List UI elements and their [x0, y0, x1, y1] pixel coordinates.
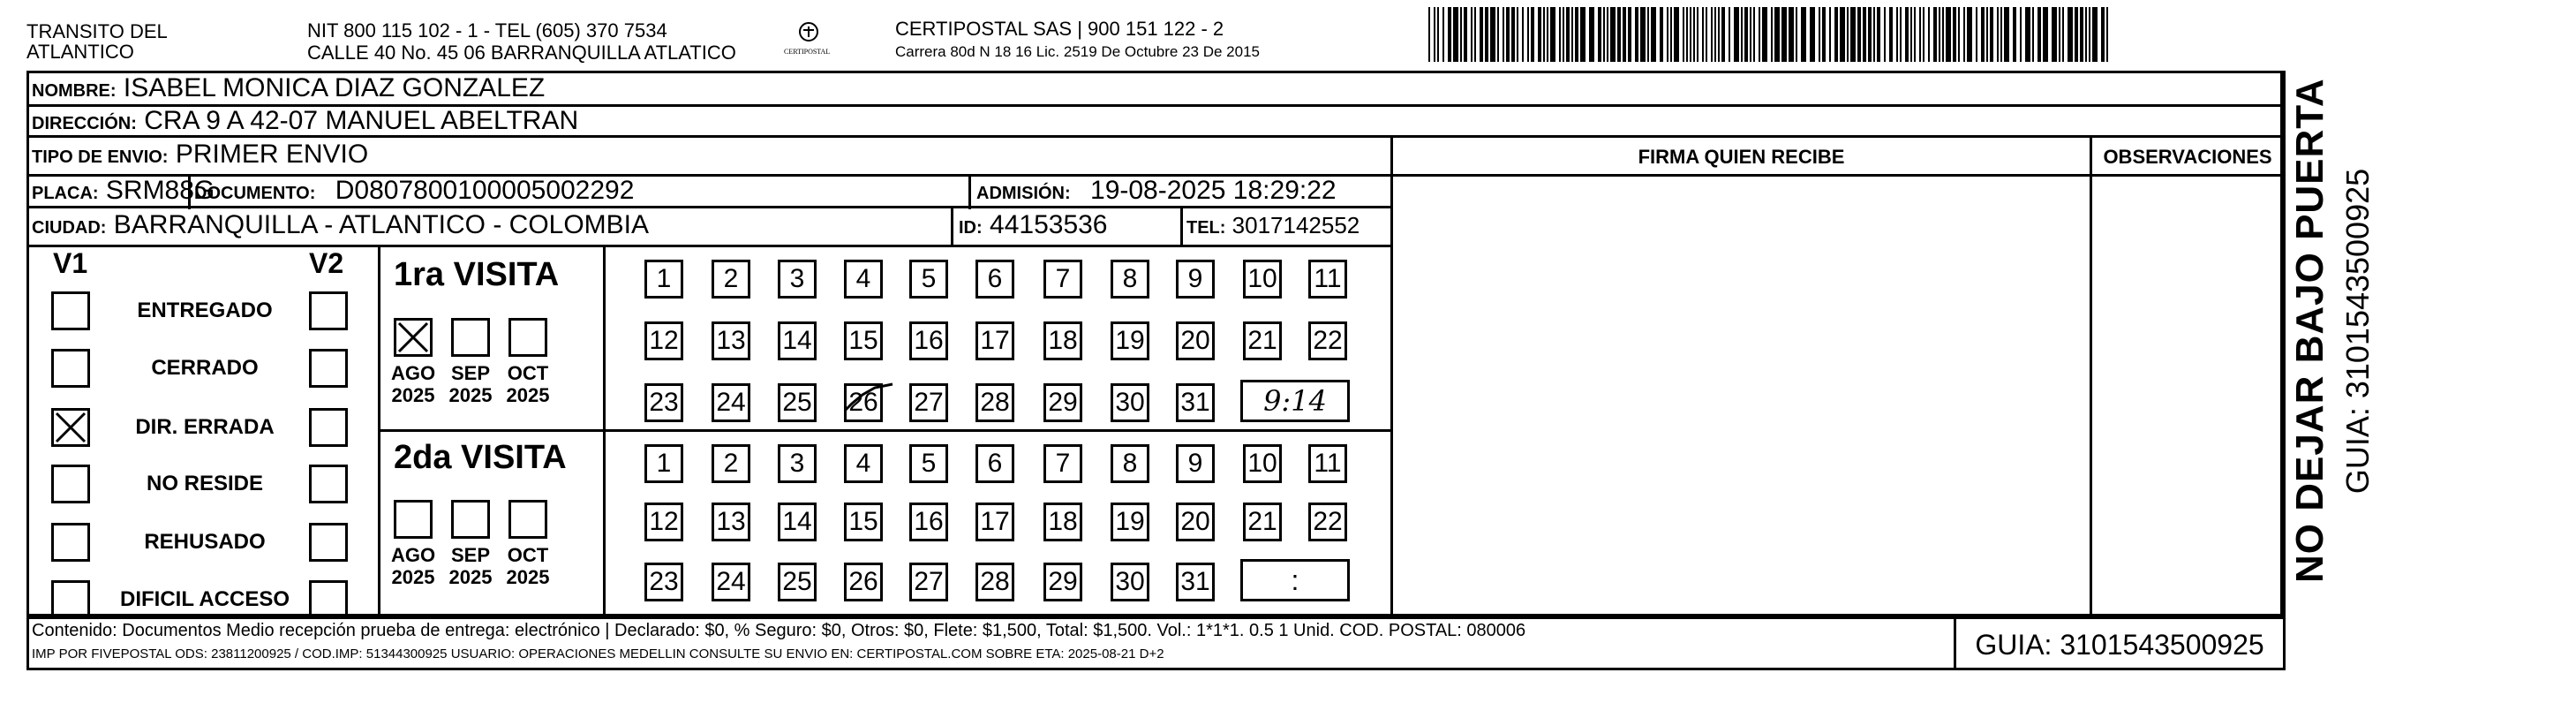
company-name: CERTIPOSTAL SAS | 900 151 122 - 2 [895, 18, 1224, 40]
month-name: AGO [390, 362, 436, 384]
observaciones-header: OBSERVACIONES [2103, 146, 2272, 168]
day-box[interactable]: 13 [712, 503, 750, 541]
day-box[interactable]: 17 [975, 321, 1014, 360]
admision-value: 19-08-2025 18:29:22 [1090, 176, 1337, 205]
status-v1-checkbox[interactable] [51, 291, 90, 330]
month-year: 2025 [506, 384, 550, 407]
day-box[interactable]: 22 [1308, 321, 1347, 360]
day-box[interactable]: 10 [1243, 444, 1282, 483]
month-year: 2025 [448, 384, 493, 407]
status-v1-checkbox[interactable] [51, 349, 90, 388]
ciudad-value: BARRANQUILLA - ATLANTICO - COLOMBIA [113, 210, 650, 239]
day-box[interactable]: 6 [975, 260, 1014, 299]
contenido-text: Contenido: Documentos Medio recepción prueba de entrega: electrónico | Declarado: $0, % Seguro: $0, Otros: $0, Flete: $1,500, Total: $1,500. Vol.: 1*1*1. 0.5 1 Unid. COD. POSTAL: 080006 [32, 621, 1526, 640]
direccion-row [32, 108, 578, 134]
day-box[interactable]: 25 [778, 563, 817, 601]
status-v2-checkbox[interactable] [309, 523, 348, 562]
status-v1-checkbox[interactable] [51, 408, 90, 447]
documento-cell [194, 178, 634, 204]
month-year: 2025 [506, 566, 550, 589]
day-mark-stroke [843, 381, 905, 420]
day-box[interactable]: 1 [644, 260, 683, 299]
month-name: SEP [450, 544, 491, 566]
day-box[interactable]: 28 [975, 563, 1014, 601]
month-checkbox-oct[interactable] [508, 500, 547, 539]
day-box[interactable]: 5 [909, 444, 948, 483]
day-box[interactable]: 21 [1243, 503, 1282, 541]
month-label [501, 544, 554, 589]
day-box[interactable]: 26 [844, 383, 883, 422]
footer-guia: GUIA: 3101543500925 [1975, 629, 2264, 661]
header [0, 0, 2576, 71]
month-year: 2025 [391, 566, 435, 589]
day-box[interactable]: 11 [1308, 260, 1347, 299]
direccion-label: DIRECCIÓN: [32, 114, 137, 133]
status-label: REHUSADO [144, 530, 266, 554]
day-box[interactable]: 9 [1176, 444, 1215, 483]
month-name: AGO [390, 544, 436, 566]
status-v1-checkbox[interactable] [51, 465, 90, 503]
day-box[interactable]: 2 [712, 444, 750, 483]
month-label [444, 362, 497, 407]
firma-header: FIRMA QUIEN RECIBE [1638, 146, 1845, 168]
day-box[interactable]: 21 [1243, 321, 1282, 360]
day-box[interactable]: 16 [909, 321, 948, 360]
org-contact [307, 19, 736, 64]
day-box[interactable]: 18 [1043, 321, 1082, 360]
month-year: 2025 [391, 384, 435, 407]
status-v2-checkbox[interactable] [309, 580, 348, 619]
month-checkbox-ago[interactable] [394, 318, 433, 357]
tipo-row [32, 141, 368, 168]
month-checkbox-ago[interactable] [394, 500, 433, 539]
org-name: TRANSITO DEL ATLANTICO [26, 20, 168, 64]
id-cell [959, 212, 1108, 238]
day-box[interactable]: 30 [1111, 383, 1149, 422]
barcode [1428, 7, 2115, 62]
day-box[interactable]: 10 [1243, 260, 1282, 299]
visit-time-box[interactable]: : [1240, 559, 1350, 601]
v2-header: V2 [309, 247, 344, 279]
placa-cell [32, 178, 215, 204]
ciudad-cell [32, 212, 649, 238]
status-label: ENTREGADO [137, 299, 273, 322]
nombre-label: NOMBRE: [32, 81, 117, 101]
second-visit-title: 2da VISITA [394, 439, 567, 476]
documento-label: DOCUMENTO: [194, 184, 316, 203]
id-value: 44153536 [990, 210, 1108, 239]
day-box[interactable]: 31 [1176, 563, 1215, 601]
day-box[interactable]: 23 [644, 383, 683, 422]
day-box[interactable]: 28 [975, 383, 1014, 422]
day-box[interactable]: 9 [1176, 260, 1215, 299]
day-box[interactable]: 17 [975, 503, 1014, 541]
day-box[interactable]: 2 [712, 260, 750, 299]
day-box[interactable]: 3 [778, 444, 817, 483]
id-label: ID: [959, 218, 983, 238]
day-box[interactable]: 19 [1111, 503, 1149, 541]
day-box[interactable]: 20 [1176, 321, 1215, 360]
day-box[interactable]: 20 [1176, 503, 1215, 541]
day-box[interactable]: 12 [644, 321, 683, 360]
address-text: CALLE 40 No. 45 06 BARRANQUILLA ATLATICO [307, 42, 736, 64]
placa-value: SRM88G [105, 176, 215, 205]
ciudad-label: CIUDAD: [32, 218, 107, 238]
status-v2-checkbox[interactable] [309, 291, 348, 330]
day-box[interactable]: 8 [1111, 260, 1149, 299]
company-address: Carrera 80d N 18 16 Lic. 2519 De Octubre 23 De 2015 [895, 43, 1260, 60]
day-box[interactable]: 12 [644, 503, 683, 541]
status-v2-checkbox[interactable] [309, 465, 348, 503]
status-label: DIR. ERRADA [135, 415, 275, 439]
tel-cell [1186, 214, 1360, 237]
visit-time-box[interactable]: 9:14 [1240, 380, 1350, 422]
month-year: 2025 [448, 566, 493, 589]
status-label: DIFICIL ACCESO [119, 587, 290, 611]
first-visit-title: 1ra VISITA [394, 256, 560, 293]
day-box[interactable]: 14 [778, 321, 817, 360]
admision-cell [976, 178, 1337, 204]
direccion-value: CRA 9 A 42-07 MANUEL ABELTRAN [144, 106, 579, 135]
day-box[interactable]: 8 [1111, 444, 1149, 483]
barcode-stripes [1428, 7, 2115, 62]
day-box[interactable]: 4 [844, 260, 883, 299]
day-box[interactable]: 27 [909, 383, 948, 422]
placa-label: PLACA: [32, 184, 99, 203]
month-label [387, 362, 440, 407]
day-box[interactable]: 24 [712, 383, 750, 422]
status-v1-checkbox[interactable] [51, 523, 90, 562]
day-box[interactable]: 23 [644, 563, 683, 601]
month-name: OCT [507, 544, 549, 566]
v1-header: V1 [53, 247, 88, 279]
day-box[interactable]: 24 [712, 563, 750, 601]
month-checkbox-oct[interactable] [508, 318, 547, 357]
day-box[interactable]: 26 [844, 563, 883, 601]
tipo-label: TIPO DE ENVIO: [32, 147, 169, 167]
day-box[interactable]: 18 [1043, 503, 1082, 541]
status-v1-checkbox[interactable] [51, 580, 90, 619]
day-box[interactable]: 15 [844, 503, 883, 541]
day-box[interactable]: 4 [844, 444, 883, 483]
notice-vertical: NO DEJAR BAJO PUERTA [2288, 78, 2331, 583]
company-info [895, 18, 1260, 61]
imp-text: IMP POR FIVEPOSTAL ODS: 23811200925 / COD.IMP: 51344300925 USUARIO: OPERACIONES MEDELLIN CONSULTE SU ENVIO EN: CERTIPOSTAL.COM SOBRE ETA: 2025-08-21 D+2 [32, 646, 1164, 661]
day-box[interactable]: 22 [1308, 503, 1347, 541]
tipo-value: PRIMER ENVIO [175, 140, 369, 169]
tel-label: TEL: [1186, 218, 1226, 238]
day-box[interactable]: 5 [909, 260, 948, 299]
day-box[interactable]: 11 [1308, 444, 1347, 483]
day-box[interactable]: 29 [1043, 383, 1082, 422]
day-box[interactable]: 16 [909, 503, 948, 541]
month-checkbox-sep[interactable] [451, 500, 490, 539]
status-v2-checkbox[interactable] [309, 408, 348, 447]
day-box[interactable]: 7 [1043, 444, 1082, 483]
day-box[interactable]: 27 [909, 563, 948, 601]
day-box[interactable]: 25 [778, 383, 817, 422]
month-label [501, 362, 554, 407]
status-label: CERRADO [151, 356, 259, 380]
nombre-row [32, 75, 545, 102]
month-label [387, 544, 440, 589]
nombre-value: ISABEL MONICA DIAZ GONZALEZ [123, 73, 546, 102]
day-box[interactable]: 29 [1043, 563, 1082, 601]
day-box[interactable]: 13 [712, 321, 750, 360]
tel-value: 3017142552 [1232, 212, 1360, 238]
day-box[interactable]: 3 [778, 260, 817, 299]
status-label: NO RESIDE [146, 472, 264, 495]
day-box[interactable]: 19 [1111, 321, 1149, 360]
month-name: SEP [450, 362, 491, 384]
day-box[interactable]: 31 [1176, 383, 1215, 422]
month-checkbox-sep[interactable] [451, 318, 490, 357]
documento-value: D0807800100005002292 [335, 176, 635, 205]
day-box[interactable]: 1 [644, 444, 683, 483]
certipostal-logo [784, 18, 833, 62]
logo-text: CERTIPOSTAL [784, 48, 831, 56]
day-box[interactable]: 14 [778, 503, 817, 541]
month-name: OCT [507, 362, 549, 384]
day-box[interactable]: 15 [844, 321, 883, 360]
day-box[interactable]: 6 [975, 444, 1014, 483]
month-label [444, 544, 497, 589]
guia-vertical: GUIA: 3101543500925 [2339, 168, 2376, 495]
day-box[interactable]: 7 [1043, 260, 1082, 299]
status-v2-checkbox[interactable] [309, 349, 348, 388]
nit-text: NIT 800 115 102 - 1 - TEL (605) 370 7534 [307, 19, 667, 42]
admision-label: ADMISIÓN: [976, 184, 1071, 203]
day-box[interactable]: 30 [1111, 563, 1149, 601]
